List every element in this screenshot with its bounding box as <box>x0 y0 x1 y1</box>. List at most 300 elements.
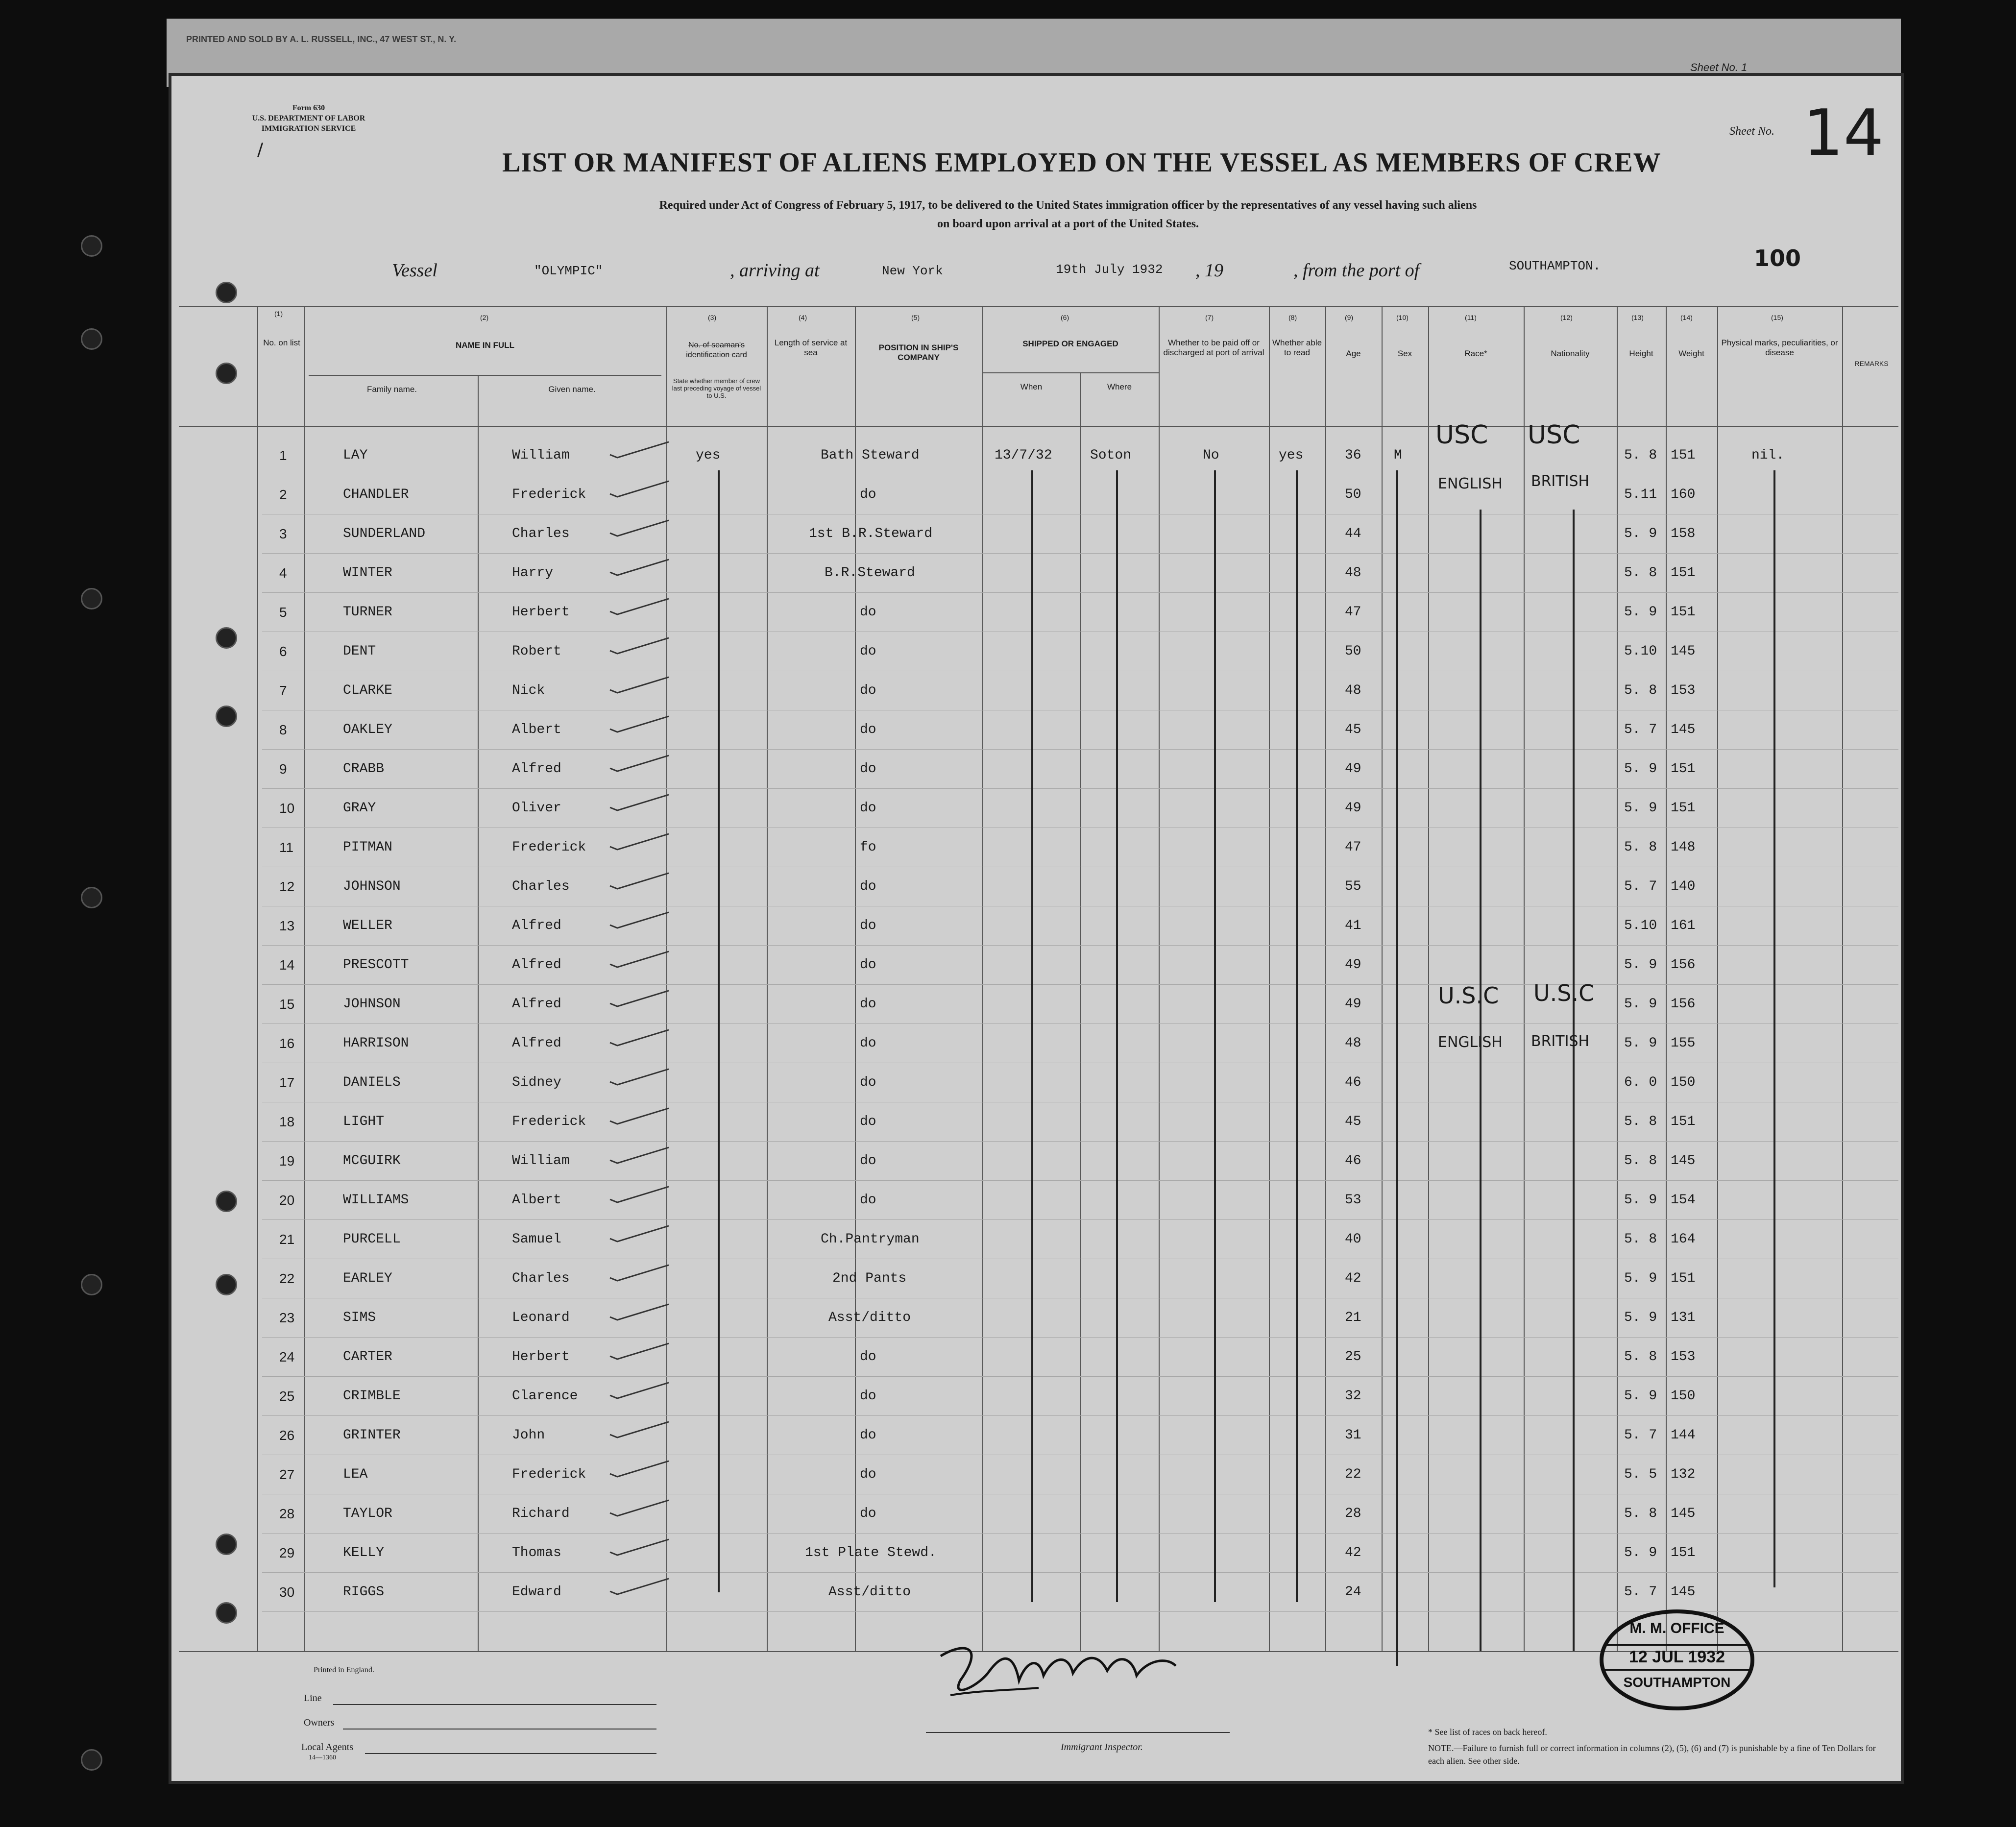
subtitle-line-1: Required under Act of Congress of February 5, 1917, to be delivered to the United States immigration officer by the representatives of any vessel having such aliens <box>659 199 1477 212</box>
weight: 158 <box>1671 526 1696 541</box>
check-mark-icon <box>607 1459 671 1479</box>
row-number: 14 <box>279 957 295 973</box>
header-height: Height <box>1629 349 1653 358</box>
printer-strip: PRINTED AND SOLD BY A. L. RUSSELL, INC., 47 WEST ST., N. Y. <box>186 34 457 44</box>
table-row <box>262 671 1898 710</box>
given-name: Sidney <box>512 1075 561 1090</box>
weight: 148 <box>1671 840 1696 855</box>
header-physical-marks: Physical marks, peculiarities, or disease <box>1721 338 1838 357</box>
service-name: IMMIGRATION SERVICE <box>261 124 356 133</box>
check-mark-icon <box>607 597 671 616</box>
check-mark-icon <box>607 793 671 812</box>
height: 5.11 <box>1624 487 1657 502</box>
nationality-annotation-1: BRITISH <box>1531 473 1590 490</box>
given-name: Oliver <box>512 801 561 816</box>
check-mark-icon <box>607 1224 671 1243</box>
weight: 153 <box>1671 683 1696 698</box>
family-name: DENT <box>343 644 376 659</box>
binder-hole <box>81 1274 102 1295</box>
col-num-1: (1) <box>274 310 283 317</box>
check-mark-icon <box>607 1145 671 1165</box>
shipped-when: 13/7/32 <box>995 448 1052 463</box>
given-name: Samuel <box>512 1232 561 1247</box>
row-number: 21 <box>279 1232 295 1247</box>
family-name: LIGHT <box>343 1114 385 1129</box>
table-row <box>262 1534 1898 1573</box>
race-usc-annotation-2: U.S.C <box>1438 982 1499 1009</box>
row-number: 11 <box>279 840 294 855</box>
age: 55 <box>1345 879 1361 894</box>
family-name: PRESCOTT <box>343 957 409 973</box>
col-num-15: (15) <box>1771 314 1783 321</box>
family-name: KELLY <box>343 1545 385 1560</box>
age: 47 <box>1345 840 1361 855</box>
table-row <box>262 750 1898 789</box>
header-race: Race* <box>1464 349 1487 358</box>
family-name: WILLIAMS <box>343 1193 409 1208</box>
header-when: When <box>1020 382 1043 391</box>
penalty-note: NOTE.—Failure to furnish full or correct information in columns (2), (5), (6) and (7) is punishable by a fine of Ten Dollars for each alien. See other side. <box>1428 1743 1876 1766</box>
age: 45 <box>1345 1114 1361 1129</box>
row-number: 13 <box>279 918 295 933</box>
table-row <box>262 710 1898 750</box>
family-name: WELLER <box>343 918 392 933</box>
family-name: JOHNSON <box>343 879 401 894</box>
check-mark-icon <box>607 989 671 1008</box>
position: do <box>860 761 876 777</box>
table-row <box>262 1220 1898 1259</box>
weight: 154 <box>1671 1193 1696 1208</box>
weight: 140 <box>1671 879 1696 894</box>
row-number: 28 <box>279 1506 295 1521</box>
height: 5. 8 <box>1624 1114 1657 1129</box>
check-mark-icon <box>607 1381 671 1400</box>
table-row <box>262 554 1898 593</box>
check-mark-icon <box>607 871 671 891</box>
table-row <box>262 1416 1898 1455</box>
height: 5. 9 <box>1624 957 1657 973</box>
weight: 144 <box>1671 1428 1696 1443</box>
position: Bath Steward <box>821 448 920 463</box>
line-label: Line <box>304 1693 322 1704</box>
page-subtitle <box>387 196 1749 233</box>
weight: 151 <box>1671 448 1696 463</box>
binder-hole <box>81 588 102 609</box>
race-annotation-1: ENGLISH <box>1438 475 1503 492</box>
age: 48 <box>1345 565 1361 581</box>
binder-hole <box>81 887 102 908</box>
position: do <box>860 1153 876 1169</box>
table-row <box>262 789 1898 828</box>
weight: 150 <box>1671 1075 1696 1090</box>
header-family-name: Family name. <box>366 385 417 394</box>
position: fo <box>860 840 876 855</box>
age: 25 <box>1345 1349 1361 1364</box>
weight: 160 <box>1671 487 1696 502</box>
header-remarks: REMARKS <box>1854 360 1889 367</box>
weight: 151 <box>1671 605 1696 620</box>
ditto-stroke <box>718 470 720 1592</box>
table-row <box>262 1181 1898 1220</box>
age: 41 <box>1345 918 1361 933</box>
col-num-12: (12) <box>1560 314 1573 321</box>
margin-mark: / <box>257 140 264 160</box>
age: 31 <box>1345 1428 1361 1443</box>
height: 5.10 <box>1624 918 1657 933</box>
able-to-read: yes <box>1279 448 1304 463</box>
row-number: 24 <box>279 1349 295 1364</box>
paid-off: No <box>1203 448 1219 463</box>
position: do <box>860 918 876 933</box>
age: 50 <box>1345 644 1361 659</box>
weight: 145 <box>1671 1506 1696 1521</box>
given-name: John <box>512 1428 545 1443</box>
col-num-10: (10) <box>1396 314 1409 321</box>
immigrant-inspector-label: Immigrant Inspector. <box>1061 1742 1143 1753</box>
check-mark-icon <box>607 636 671 656</box>
position: do <box>860 1075 876 1090</box>
family-name: DANIELS <box>343 1075 401 1090</box>
position: Asst/ditto <box>828 1584 911 1600</box>
age: 42 <box>1345 1545 1361 1560</box>
col-num-4: (4) <box>799 314 807 321</box>
check-mark-icon <box>607 479 671 499</box>
col-num-7: (7) <box>1205 314 1214 321</box>
col-num-14: (14) <box>1680 314 1693 321</box>
table-row <box>262 1377 1898 1416</box>
check-mark-icon <box>607 1106 671 1126</box>
col-num-3: (3) <box>708 314 717 321</box>
form-number: Form 630 <box>292 104 325 112</box>
table-row <box>262 593 1898 632</box>
binder-hole <box>81 235 102 257</box>
check-mark-icon <box>607 1498 671 1518</box>
row-number: 8 <box>279 722 287 737</box>
table-row <box>262 1298 1898 1338</box>
ditto-stroke <box>1396 470 1398 1666</box>
position: do <box>860 1114 876 1129</box>
position: do <box>860 605 876 620</box>
position: do <box>860 722 876 737</box>
position: B.R.Steward <box>825 565 915 581</box>
age: 49 <box>1345 801 1361 816</box>
page-title: LIST OR MANIFEST OF ALIENS EMPLOYED ON THE VESSEL AS MEMBERS OF CREW <box>502 147 1661 178</box>
ditto-stroke <box>1214 470 1216 1602</box>
given-name: Leonard <box>512 1310 570 1325</box>
position: do <box>860 1349 876 1364</box>
nationality-usc-annotation-2: U.S.C <box>1533 980 1595 1006</box>
table-row <box>262 514 1898 554</box>
position: 1st Plate Stewd. <box>805 1545 937 1560</box>
ditto-stroke <box>1573 510 1575 1651</box>
given-name: Charles <box>512 526 570 541</box>
position: do <box>860 487 876 502</box>
table-row <box>262 475 1898 514</box>
given-name: Charles <box>512 1271 570 1286</box>
table-row <box>262 985 1898 1024</box>
header-where: Where <box>1107 382 1132 391</box>
given-name: Clarence <box>512 1389 578 1404</box>
height: 5. 8 <box>1624 565 1657 581</box>
check-mark-icon <box>607 1302 671 1322</box>
check-mark-icon <box>607 910 671 930</box>
table-row <box>262 1455 1898 1494</box>
form-identification <box>235 103 382 134</box>
binder-hole <box>81 1749 102 1771</box>
weight: 151 <box>1671 1271 1696 1286</box>
shipped-subrule <box>982 372 1159 373</box>
row-number: 12 <box>279 879 295 894</box>
height: 5. 9 <box>1624 1271 1657 1286</box>
position: do <box>860 1193 876 1208</box>
table-row <box>262 1494 1898 1534</box>
row-number: 5 <box>279 605 287 620</box>
position: Ch.Pantryman <box>821 1232 920 1247</box>
age: 53 <box>1345 1193 1361 1208</box>
height: 5. 9 <box>1624 801 1657 816</box>
height: 5. 8 <box>1624 840 1657 855</box>
given-name: Nick <box>512 683 545 698</box>
col-num-2: (2) <box>480 314 489 321</box>
weight: 156 <box>1671 957 1696 973</box>
height: 5.10 <box>1624 644 1657 659</box>
age: 47 <box>1345 605 1361 620</box>
height: 5. 7 <box>1624 879 1657 894</box>
position: do <box>860 879 876 894</box>
owners-label: Owners <box>304 1717 335 1728</box>
row-number: 16 <box>279 1036 295 1051</box>
age: 42 <box>1345 1271 1361 1286</box>
previous-voyage: yes <box>696 448 721 463</box>
weight: 151 <box>1671 1114 1696 1129</box>
vessel-name: "OLYMPIC" <box>534 264 603 278</box>
weight: 145 <box>1671 1153 1696 1169</box>
line-signature-rule <box>333 1704 656 1705</box>
height: 6. 0 <box>1624 1075 1657 1090</box>
header-paid-off: Whether to be paid off or discharged at port of arrival <box>1163 338 1264 357</box>
given-name: Frederick <box>512 1114 586 1129</box>
height: 5. 9 <box>1624 997 1657 1012</box>
position: do <box>860 1389 876 1404</box>
row-number: 27 <box>279 1467 295 1482</box>
header-seaman-note: State whether member of crew last preceding voyage of vessel to U.S. <box>672 377 761 399</box>
arriving-label: , arriving at <box>730 260 820 281</box>
age: 49 <box>1345 997 1361 1012</box>
given-name: Albert <box>512 1193 561 1208</box>
table-row <box>262 1102 1898 1142</box>
weight: 151 <box>1671 761 1696 777</box>
age: 48 <box>1345 1036 1361 1051</box>
given-name: Robert <box>512 644 561 659</box>
header-seaman-card: No. of seaman's identification card <box>686 341 747 359</box>
age: 40 <box>1345 1232 1361 1247</box>
col-num-13: (13) <box>1631 314 1644 321</box>
height: 5. 9 <box>1624 1193 1657 1208</box>
family-name: HARRISON <box>343 1036 409 1051</box>
family-name: CHANDLER <box>343 487 409 502</box>
age: 46 <box>1345 1153 1361 1169</box>
table-row <box>262 1259 1898 1298</box>
year-label: , 19 <box>1195 260 1223 281</box>
inspector-signature-rule <box>926 1732 1230 1733</box>
col-divider <box>257 306 258 1651</box>
family-name: GRINTER <box>343 1428 401 1443</box>
row-number: 6 <box>279 644 287 659</box>
local-agents-label: Local Agents <box>301 1742 354 1753</box>
family-name: CRIMBLE <box>343 1389 401 1404</box>
weight: 151 <box>1671 801 1696 816</box>
given-name: Albert <box>512 722 561 737</box>
given-name: Richard <box>512 1506 570 1521</box>
family-name: RIGGS <box>343 1584 385 1600</box>
weight: 156 <box>1671 997 1696 1012</box>
position: 1st B.R.Steward <box>809 526 933 541</box>
family-name: LEA <box>343 1467 368 1482</box>
family-name: OAKLEY <box>343 722 392 737</box>
col-num-6: (6) <box>1061 314 1069 321</box>
row-number: 7 <box>279 683 287 698</box>
height: 5. 7 <box>1624 1428 1657 1443</box>
row-number: 20 <box>279 1193 295 1208</box>
family-name: WINTER <box>343 565 392 581</box>
family-name: TURNER <box>343 605 392 620</box>
given-name: Frederick <box>512 487 586 502</box>
table-top-rule <box>179 306 1898 307</box>
sheet-number-label: Sheet No. <box>1729 125 1774 138</box>
binder-hole <box>216 706 237 727</box>
family-name: PURCELL <box>343 1232 401 1247</box>
top-sheet-number: Sheet No. 1 <box>1690 61 1748 73</box>
name-subrule <box>309 375 661 376</box>
check-mark-icon <box>607 754 671 773</box>
given-name: Alfred <box>512 918 561 933</box>
check-mark-icon <box>607 1028 671 1047</box>
row-number: 18 <box>279 1114 295 1129</box>
row-number: 19 <box>279 1153 295 1169</box>
races-footnote: * See list of races on back hereof. <box>1428 1727 1547 1737</box>
age: 36 <box>1345 448 1361 463</box>
position: do <box>860 1467 876 1482</box>
physical-marks: nil. <box>1751 448 1785 463</box>
given-name: Alfred <box>512 761 561 777</box>
nationality-usc-annotation-1: USC <box>1528 420 1580 450</box>
binder-hole <box>216 627 237 649</box>
check-mark-icon <box>607 440 671 460</box>
stamp-date: 12 JUL 1932 <box>1603 1644 1750 1671</box>
position: 2nd Pants <box>832 1271 907 1286</box>
weight: 145 <box>1671 1584 1696 1600</box>
given-name: Alfred <box>512 957 561 973</box>
table-row <box>262 1142 1898 1181</box>
col-num-8: (8) <box>1288 314 1297 321</box>
row-number: 30 <box>279 1584 295 1600</box>
header-nationality: Nationality <box>1551 349 1590 358</box>
row-number: 23 <box>279 1310 295 1325</box>
arriving-port: New York <box>882 264 943 278</box>
table-row <box>262 828 1898 867</box>
check-mark-icon <box>607 1537 671 1557</box>
given-name: Alfred <box>512 1036 561 1051</box>
age: 28 <box>1345 1506 1361 1521</box>
header-sex: Sex <box>1397 349 1412 358</box>
arrival-date: 19th July 1932 <box>1056 262 1163 277</box>
check-mark-icon <box>607 1067 671 1087</box>
weight: 153 <box>1671 1349 1696 1364</box>
header-age: Age <box>1346 349 1361 358</box>
race-usc-annotation-1: USC <box>1435 420 1488 450</box>
table-row <box>262 436 1898 475</box>
header-position: POSITION IN SHIP'S COMPANY <box>878 343 959 362</box>
family-name: TAYLOR <box>343 1506 392 1521</box>
weight: 155 <box>1671 1036 1696 1051</box>
row-number: 15 <box>279 997 295 1012</box>
weight: 132 <box>1671 1467 1696 1482</box>
family-name: EARLEY <box>343 1271 392 1286</box>
inspector-signature <box>921 1627 1195 1725</box>
family-name: JOHNSON <box>343 997 401 1012</box>
weight: 151 <box>1671 1545 1696 1560</box>
ditto-stroke <box>1480 510 1482 1651</box>
weight: 151 <box>1671 565 1696 581</box>
row-number: 17 <box>279 1075 295 1090</box>
header-weight: Weight <box>1678 349 1704 358</box>
family-name: SIMS <box>343 1310 376 1325</box>
height: 5. 5 <box>1624 1467 1657 1482</box>
stamp-office: M. M. OFFICE <box>1629 1620 1725 1636</box>
header-shipped-or-engaged: SHIPPED OR ENGAGED <box>1022 339 1118 348</box>
row-number: 25 <box>279 1389 295 1404</box>
height: 5. 9 <box>1624 761 1657 777</box>
height: 5. 8 <box>1624 1153 1657 1169</box>
family-name: SUNDERLAND <box>343 526 426 541</box>
check-mark-icon <box>607 1263 671 1283</box>
given-name: Charles <box>512 879 570 894</box>
table-row <box>262 867 1898 906</box>
department-name: U.S. DEPARTMENT OF LABOR <box>252 114 365 122</box>
check-mark-icon <box>607 558 671 577</box>
height: 5. 9 <box>1624 1389 1657 1404</box>
height: 5. 8 <box>1624 683 1657 698</box>
position: do <box>860 997 876 1012</box>
sex: M <box>1394 448 1402 463</box>
given-name: Alfred <box>512 997 561 1012</box>
vessel-label: Vessel <box>392 260 437 281</box>
table-row <box>262 1338 1898 1377</box>
from-port: SOUTHAMPTON. <box>1509 259 1601 273</box>
check-mark-icon <box>607 714 671 734</box>
header-no-on-list: No. on list <box>263 338 300 347</box>
weight: 150 <box>1671 1389 1696 1404</box>
row-number: 10 <box>279 801 295 816</box>
position: do <box>860 801 876 816</box>
given-name: William <box>512 1153 570 1169</box>
age: 49 <box>1345 761 1361 777</box>
weight: 145 <box>1671 644 1696 659</box>
age: 45 <box>1345 722 1361 737</box>
table-row <box>262 1063 1898 1102</box>
height: 5. 9 <box>1624 1545 1657 1560</box>
family-name: PITMAN <box>343 840 392 855</box>
row-number: 3 <box>279 526 287 541</box>
row-number: 4 <box>279 565 287 581</box>
family-name: CRABB <box>343 761 385 777</box>
age: 44 <box>1345 526 1361 541</box>
check-mark-icon <box>607 1577 671 1596</box>
age: 48 <box>1345 683 1361 698</box>
col-num-9: (9) <box>1345 314 1354 321</box>
header-able-to-read: Whether able to read <box>1272 338 1322 357</box>
given-name: Frederick <box>512 1467 586 1482</box>
